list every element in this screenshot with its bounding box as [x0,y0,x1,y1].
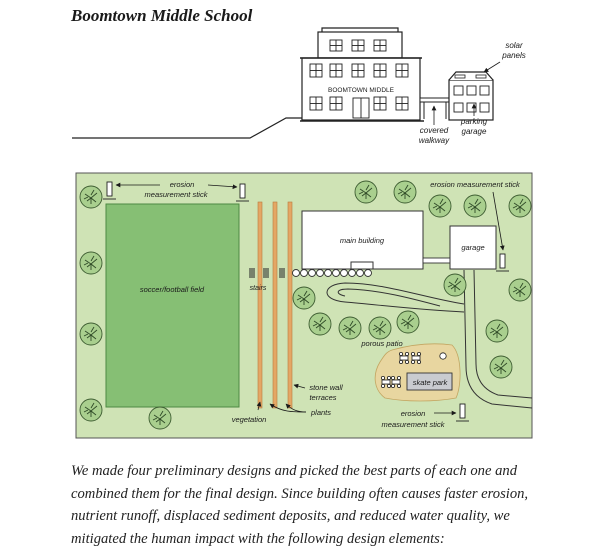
paragraph-line: We made four preliminary designs and picked the best parts of each one and [71,460,541,483]
design-description [71,460,541,550]
erosion-stick-top-label-2: measurement stick [145,190,209,199]
tree-icon [80,252,102,274]
covered-walkway-label: covered [420,126,449,135]
tree-icon [429,195,451,217]
paragraph-line: combined them for the final design. Since building often causes faster erosion, [71,483,541,506]
paragraph-line: mitigated the human impact with the following design elements: [71,528,541,550]
plants-label: plants [310,408,331,417]
covered-walkway-plan [423,258,450,263]
tree-icon [397,311,419,333]
parking-garage-label-2: garage [462,127,487,136]
page-title: Boomtown Middle School [71,6,252,26]
main-building-elevation [300,28,424,121]
garage-label: garage [461,243,484,252]
tree-icon [486,320,508,342]
tree-icon [80,399,102,421]
covered-walkway-label-2: walkway [419,136,450,145]
parking-garage-elevation [449,72,493,120]
tree-icon [309,313,331,335]
tree-icon [509,195,531,217]
parking-garage-label: parking [460,117,488,126]
tree-icon [464,195,486,217]
tree-icon [339,317,361,339]
site-plan [76,173,532,438]
stairs-label: stairs [250,285,267,292]
vegetation-label: vegetation [232,415,267,424]
tree-icon [149,407,171,429]
stone-wall-label-2: terraces [309,393,336,402]
main-building-label: main building [340,236,385,245]
skate-park-label: skate park [413,378,449,387]
tree-icon [444,274,466,296]
paragraph-line: nutrient runoff, displaced sediment deposits, and reduced water quality, we [71,505,541,528]
tree-icon [394,181,416,203]
solar-panels-label-2: panels [501,51,526,60]
main-building-entrance [351,262,373,269]
tree-icon [80,323,102,345]
tree-icon [293,287,315,309]
stone-wall-label: stone wall [309,383,343,392]
erosion-stick-top-label: erosion [170,180,195,189]
soccer-field [106,204,239,407]
tree-icon [369,317,391,339]
tree-icon [80,186,102,208]
porous-patio [375,344,460,401]
ground-line [72,118,302,138]
tree-icon [490,356,512,378]
erosion-stick-bottom-label: erosion [401,409,426,418]
elevation-view [72,28,526,145]
solar-panels-arrow [484,62,500,72]
building-sign: BOOMTOWN MIDDLE [328,87,395,94]
tree-icon [355,181,377,203]
erosion-stick-bottom-label-2: measurement stick [382,420,446,429]
porous-patio-label: porous patio [360,339,402,348]
solar-panels-label: solar [505,41,523,50]
tree-icon [509,279,531,301]
covered-walkway-elevation [420,98,450,119]
soccer-field-label: soccer/football field [140,285,205,294]
erosion-stick-right-label: erosion measurement stick [430,180,521,189]
